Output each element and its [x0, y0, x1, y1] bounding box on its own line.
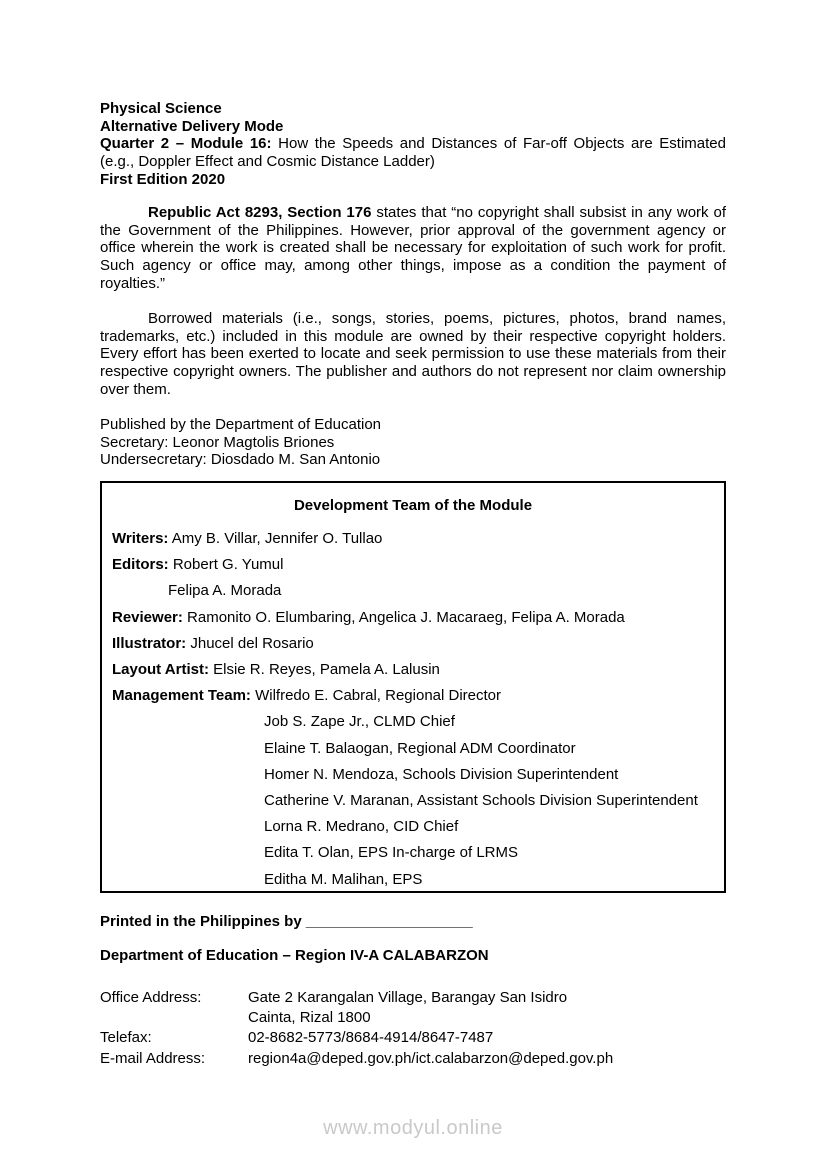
dev-team-row-management-7	[112, 840, 714, 866]
email-label: E-mail Address:	[100, 1049, 206, 1067]
management-member-1: Wilfredo E. Cabral, Regional Director	[255, 687, 502, 705]
telefax-value: 02-8682-5773/8684-4914/8647-7487	[248, 1029, 494, 1047]
printed-blank-line: ____________________	[305, 913, 473, 930]
contact-row-office-address-2	[100, 1008, 726, 1028]
region-line: Department of Education – Region IV-A CALABARZON	[100, 947, 489, 964]
borrowed-materials-paragraph: Borrowed materials (i.e., songs, stories, poems, pictures, photos, brand names, trademarks, etc.) included in this module are owned by their respective copyright holders. Every effort has been exerted to locate and seek permission to use these materials from their respective copyright owners. The publisher and authors do not represent nor claim ownership over them.	[100, 310, 726, 398]
dev-team-row-reviewer	[112, 605, 714, 631]
secretary-line: Secretary: Leonor Magtolis Briones	[100, 433, 335, 451]
dev-team-row-editors	[112, 552, 714, 578]
email-value: region4a@deped.gov.ph/ict.calabarzon@deped.gov.ph	[248, 1049, 614, 1067]
copyright-paragraph-2	[100, 310, 726, 399]
contact-row-office-address	[100, 988, 726, 1008]
dev-team-row-layout-artist	[112, 657, 714, 683]
published-block	[100, 416, 726, 469]
printed-label: Printed in the Philippines by	[100, 913, 306, 930]
development-team-title: Development Team of the Module	[293, 497, 533, 514]
edition-line: First Edition 2020	[100, 170, 226, 188]
republic-act-citation: Republic Act 8293, Section 176	[148, 204, 372, 221]
dev-team-row-management-3	[112, 736, 714, 762]
management-member-4: Homer N. Mendoza, Schools Division Superintendent	[264, 765, 619, 783]
contact-row-email	[100, 1049, 726, 1069]
management-member-7: Edita T. Olan, EPS In-charge of LRMS	[264, 844, 519, 862]
republic-act-text: states that “no copyright shall subsist in any work of the Government of the Philippines. However, prior approval of the government agency or office wherein the work is created shall be necessary for exploitation of such work for profit. Such agency or office may, among other things, impose as a condition the payment of royalties.”	[100, 204, 726, 292]
contact-row-telefax	[100, 1028, 726, 1048]
management-member-2: Job S. Zape Jr., CLMD Chief	[264, 713, 455, 731]
management-member-5: Catherine V. Maranan, Assistant Schools Division Superintendent	[264, 792, 698, 810]
undersecretary-line: Undersecretary: Diosdado M. San Antonio	[100, 451, 381, 469]
office-address-label-2	[100, 1008, 248, 1028]
title-block	[100, 100, 726, 189]
telefax-label: Telefax:	[100, 1029, 152, 1047]
copyright-paragraph-1	[100, 204, 726, 293]
dev-team-row-illustrator	[112, 631, 714, 657]
writers-names: Amy B. Villar, Jennifer O. Tullao	[171, 530, 383, 547]
writers-label: Writers:	[112, 530, 169, 547]
editor-name-continued: Felipa A. Morada	[168, 582, 282, 600]
module-title	[100, 135, 726, 170]
delivery-mode: Alternative Delivery Mode	[100, 117, 284, 135]
watermark-text: www.modyul.online	[323, 1117, 503, 1139]
republic-act-paragraph	[100, 204, 726, 293]
management-team-label: Management Team:	[112, 687, 251, 705]
module-number: Quarter 2 – Module 16:	[100, 135, 272, 153]
module-title-text: How the Speeds and Distances of Far-off Objects are Estimated (e.g., Doppler Effect and Cosmic Distance Ladder)	[100, 135, 726, 171]
subject-title: Physical Science	[100, 100, 222, 117]
layout-artist-label: Layout Artist:	[112, 661, 209, 679]
contact-info	[100, 988, 726, 1069]
dev-team-row-management-4	[112, 762, 714, 788]
printed-line	[100, 913, 726, 931]
dev-team-row-management-5	[112, 788, 714, 814]
illustrator-name: Jhucel del Rosario	[190, 634, 314, 652]
development-team-box	[100, 481, 726, 893]
dev-team-row-management	[112, 683, 714, 709]
reviewer-names: Ramonito O. Elumbaring, Angelica J. Macaraeg, Felipa A. Morada	[187, 608, 625, 626]
dev-team-row-management-2	[112, 709, 714, 735]
office-address-value: Gate 2 Karangalan Village, Barangay San Isidro	[248, 989, 568, 1006]
development-team-rows	[112, 526, 714, 893]
illustrator-label: Illustrator:	[112, 634, 187, 652]
reviewer-label: Reviewer:	[112, 608, 183, 626]
dev-team-row-writers	[112, 526, 714, 552]
editors-label: Editors:	[112, 556, 169, 574]
management-member-3: Elaine T. Balaogan, Regional ADM Coordinator	[264, 739, 576, 757]
office-address-value-2: Cainta, Rizal 1800	[248, 1009, 371, 1027]
editors-names: Robert G. Yumul	[172, 556, 284, 574]
published-by-line: Published by the Department of Education	[100, 416, 382, 433]
dev-team-row-management-8	[112, 867, 714, 893]
dev-team-row-editor-continued	[112, 578, 714, 604]
management-member-6: Lorna R. Medrano, CID Chief	[264, 818, 459, 836]
layout-artist-names: Elsie R. Reyes, Pamela A. Lalusin	[213, 661, 440, 679]
management-member-8: Editha M. Malihan, EPS	[264, 870, 423, 888]
dev-team-row-management-6	[112, 814, 714, 840]
office-address-label: Office Address:	[100, 989, 202, 1006]
